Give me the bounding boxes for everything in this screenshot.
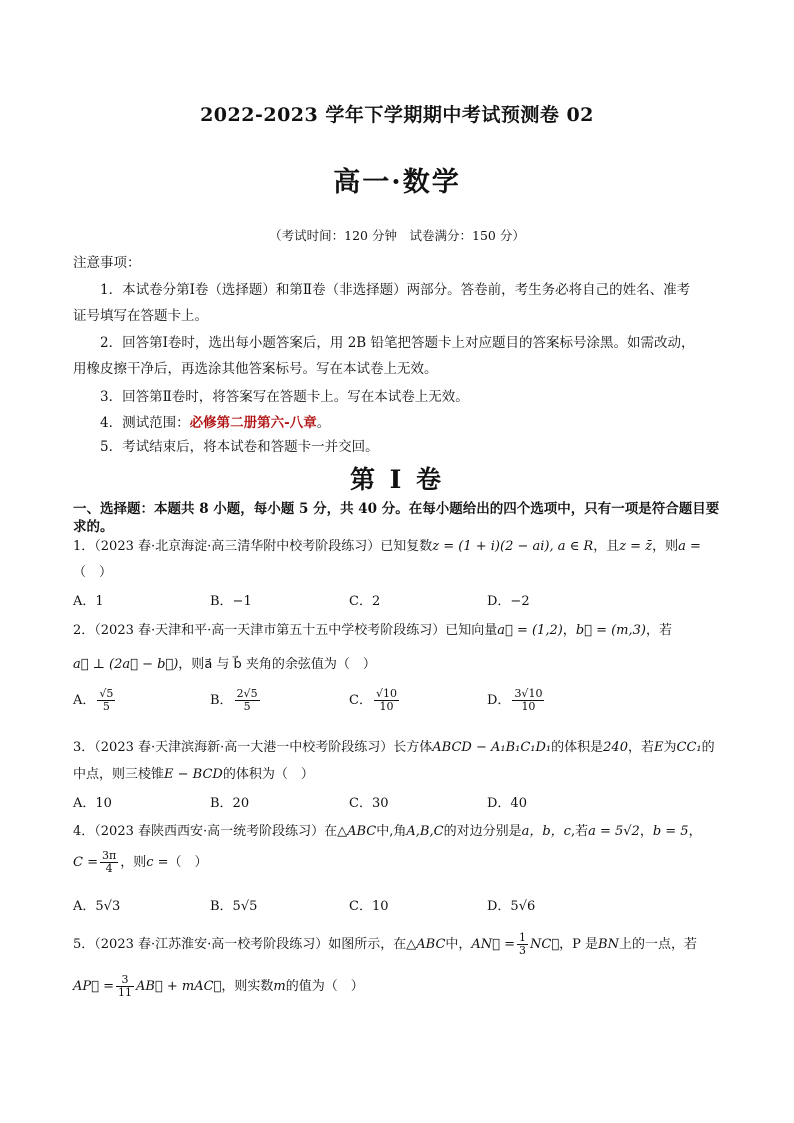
q2-text-a: 2．（2023 春·天津和平·高一天津市第五十五中学校考阶段练习）已知向量 [73, 623, 498, 638]
notice-item-1-line-1: 1．本试卷分第Ⅰ卷（选择题）和第Ⅱ卷（非选择题）两部分。答卷前，考生务必将自己的姓名、准考 [100, 282, 691, 298]
q4-text-a: 4．（2023 春陕西西安·高一统考阶段练习）在 [73, 824, 338, 839]
notice-item-2-line-2: 用橡皮擦干净后，再选涂其他答案标号。写在本试卷上无效。 [73, 361, 438, 377]
notice-item-2-line-1: 2．回答第Ⅰ卷时，选出每小题答案后，用 2B 铅笔把答题卡上对应题目的答案标号涂黑。如需改动， [100, 335, 695, 351]
q2-b-label: B． [210, 693, 233, 708]
q4-blank: （ ） [168, 855, 208, 870]
q5-line2-fraction [116, 974, 134, 999]
section-instructions-line-1: 一、选择题：本题共 8 小题，每小题 5 分，共 40 分。在每小题给出的四个选项中，只有一项是符合题目要 [73, 501, 720, 517]
question-1-stem [73, 535, 701, 554]
section-instructions-line-2: 求的。 [73, 519, 114, 535]
q5-tri: △ABC [406, 937, 446, 952]
q2-text-c: ，则 [178, 657, 205, 672]
q3-option-b: B．20 [210, 796, 250, 811]
q4-line2-a: C = [73, 855, 98, 870]
q3-text-a: 3．（2023 春·天津滨海新·高一大港一中校考阶段练习）长方体 [73, 740, 433, 755]
q2-option-d [487, 688, 546, 713]
question-2-stem-line-2 [73, 653, 376, 672]
q5-text-b: 中， [445, 937, 472, 952]
exam-title: 2022-2023 学年下学期期中考试预测卷 02 [200, 104, 594, 126]
q3-option-a: A．10 [73, 796, 112, 811]
q4-option-c: C．10 [349, 899, 389, 914]
q1-text-c: ，则 [652, 539, 679, 554]
q4-option-d: D．5√6 [487, 899, 536, 914]
q3-line2-b: 的体积为（ ） [222, 767, 314, 782]
q1-option-c: C．2 [349, 594, 381, 609]
q2-vec-a: a⃗ = (1,2) [497, 623, 563, 638]
q2-d-fraction [512, 688, 544, 713]
q2-a-label: A． [73, 693, 96, 708]
q5-var: m [273, 979, 286, 994]
q4-text-c: 的对边分别是 [443, 824, 522, 839]
question-5-stem-line-2 [73, 974, 364, 999]
question-2-stem [73, 619, 672, 638]
q2-d-den: 10 [521, 700, 536, 713]
q1-ask: a = [678, 539, 701, 554]
q4-cond-a: a = 5√2 [588, 824, 640, 839]
q4-text-d: ,若 [570, 824, 589, 839]
q1-expr: z = (1 + i)(2 − ai), a ∈ R [432, 539, 594, 554]
q5-line2-c: 的值为（ ） [285, 979, 364, 994]
q4-option-b: B．5√5 [210, 899, 258, 914]
q4-cond-b: b = 5 [652, 824, 689, 839]
q4-sides: a，b，c [521, 824, 571, 839]
q3-text-d: 为 [663, 740, 677, 755]
q1-option-a: A．1 [73, 594, 104, 609]
question-4-stem-line-2 [73, 850, 208, 875]
subject-title: 高一·数学 [333, 167, 461, 198]
q2-b-fraction [235, 688, 260, 713]
q5-f-num: 1 [519, 931, 527, 944]
volume-heading: 第 I 卷 [349, 465, 445, 494]
notice-heading: 注意事项： [73, 255, 141, 271]
q4-sep: ， [639, 824, 653, 839]
q1-text-b: ，且 [593, 539, 620, 554]
q2-c-den: 10 [379, 700, 394, 713]
q3-edge: CC₁ [676, 740, 702, 755]
q2-text-d: a⃗ 与 b⃗ 夹角的余弦值为（ ） [204, 657, 376, 672]
q2-b-den: 5 [243, 700, 251, 713]
q4-tri: △ABC [337, 824, 377, 839]
q4-ask: c = [146, 855, 169, 870]
q5-line2-rest: AB⃗ + mAC⃗ [135, 979, 222, 994]
q5-text-d: 上的一点，若 [618, 937, 697, 952]
q4-text-b: 中,角 [376, 824, 407, 839]
q2-option-c [349, 688, 401, 713]
q1-cond: z = z̄ [619, 539, 653, 554]
exam-info: （考试时间：120 分钟 试卷满分：150 分） [269, 228, 525, 243]
q2-a-num: √5 [99, 687, 114, 700]
q5-vec2: NC⃗ [530, 937, 560, 952]
q5-line2-vec: AP⃗ = [73, 979, 114, 994]
notice-item-3: 3．回答第Ⅱ卷时，将答案写在答题卡上。写在本试卷上无效。 [100, 389, 469, 405]
q5-line2-b: ，则实数 [221, 979, 274, 994]
notice-item-4-scope: 必修第二册第六-八章 [189, 415, 317, 431]
q3-pyr: E − BCD [164, 767, 223, 782]
q1-option-b: B．−1 [210, 594, 252, 609]
q3-option-c: C．30 [349, 796, 389, 811]
question-5-stem [73, 932, 697, 957]
q3-solid: ABCD − A₁B₁C₁D₁ [432, 740, 552, 755]
q2-vec-b: b⃗ = (m,3) [575, 623, 646, 638]
q5-l2-num: 3 [116, 974, 134, 987]
q5-f-den: 3 [519, 944, 527, 957]
q2-d-num: 3√10 [514, 687, 543, 700]
q4-c-num: 3π [101, 849, 117, 862]
question-3-stem [73, 736, 715, 755]
q5-fraction [517, 932, 528, 957]
q2-c-fraction [374, 688, 399, 713]
q2-text-b: ，若 [645, 623, 672, 638]
q3-text-b: 的体积是 [551, 740, 604, 755]
q4-angles: A,B,C [406, 824, 444, 839]
q3-line2-a: 中点，则三棱锥 [73, 767, 165, 782]
question-3-stem-line-2 [73, 763, 314, 782]
q2-b-num: 2√5 [236, 687, 258, 700]
q2-a-fraction [97, 688, 115, 713]
notice-item-4-prefix: 4．测试范围： [100, 415, 190, 431]
q2-option-a [73, 688, 117, 713]
q5-l2-den: 11 [117, 986, 132, 999]
q5-vec1: AN⃗ = [471, 937, 516, 952]
q2-sep: ， [562, 623, 576, 638]
q2-c-label: C． [349, 693, 372, 708]
q3-pt: E [654, 740, 664, 755]
q4-c-den: 4 [105, 862, 113, 875]
question-1-blank: （ ） [73, 565, 113, 580]
q5-text-c: ，P 是 [559, 937, 599, 952]
q5-seg: BN [598, 937, 619, 952]
question-4-stem [73, 820, 702, 839]
q2-a-den: 5 [102, 700, 110, 713]
q3-text-e: 的 [701, 740, 715, 755]
q4-option-a: A．5√3 [73, 899, 121, 914]
q3-text-c: ，若 [627, 740, 654, 755]
q2-cond: a⃗ ⊥ (2a⃗ − b⃗) [73, 657, 179, 672]
q3-option-d: D．40 [487, 796, 527, 811]
q4-line2-b: ，则 [120, 855, 147, 870]
q1-text-a: 1．（2023 春·北京海淀·高三清华附中校考阶段练习）已知复数 [73, 539, 433, 554]
notice-item-1-line-2: 证号填写在答题卡上。 [73, 308, 208, 324]
q2-d-label: D． [487, 693, 511, 708]
q5-text-a: 5．（2023 春·江苏淮安·高一校考阶段练习）如图所示，在 [73, 937, 407, 952]
q4-sep2: ， [688, 824, 702, 839]
notice-item-4 [100, 414, 330, 432]
q2-option-b [210, 688, 262, 713]
q4-c-fraction [100, 850, 118, 875]
q1-option-d: D．−2 [487, 594, 530, 609]
notice-item-5: 5．考试结束后，将本试卷和答题卡一并交回。 [100, 439, 379, 455]
q3-vol: 240 [603, 740, 628, 755]
notice-item-4-suffix: 。 [316, 415, 331, 431]
q2-c-num: √10 [375, 687, 397, 700]
